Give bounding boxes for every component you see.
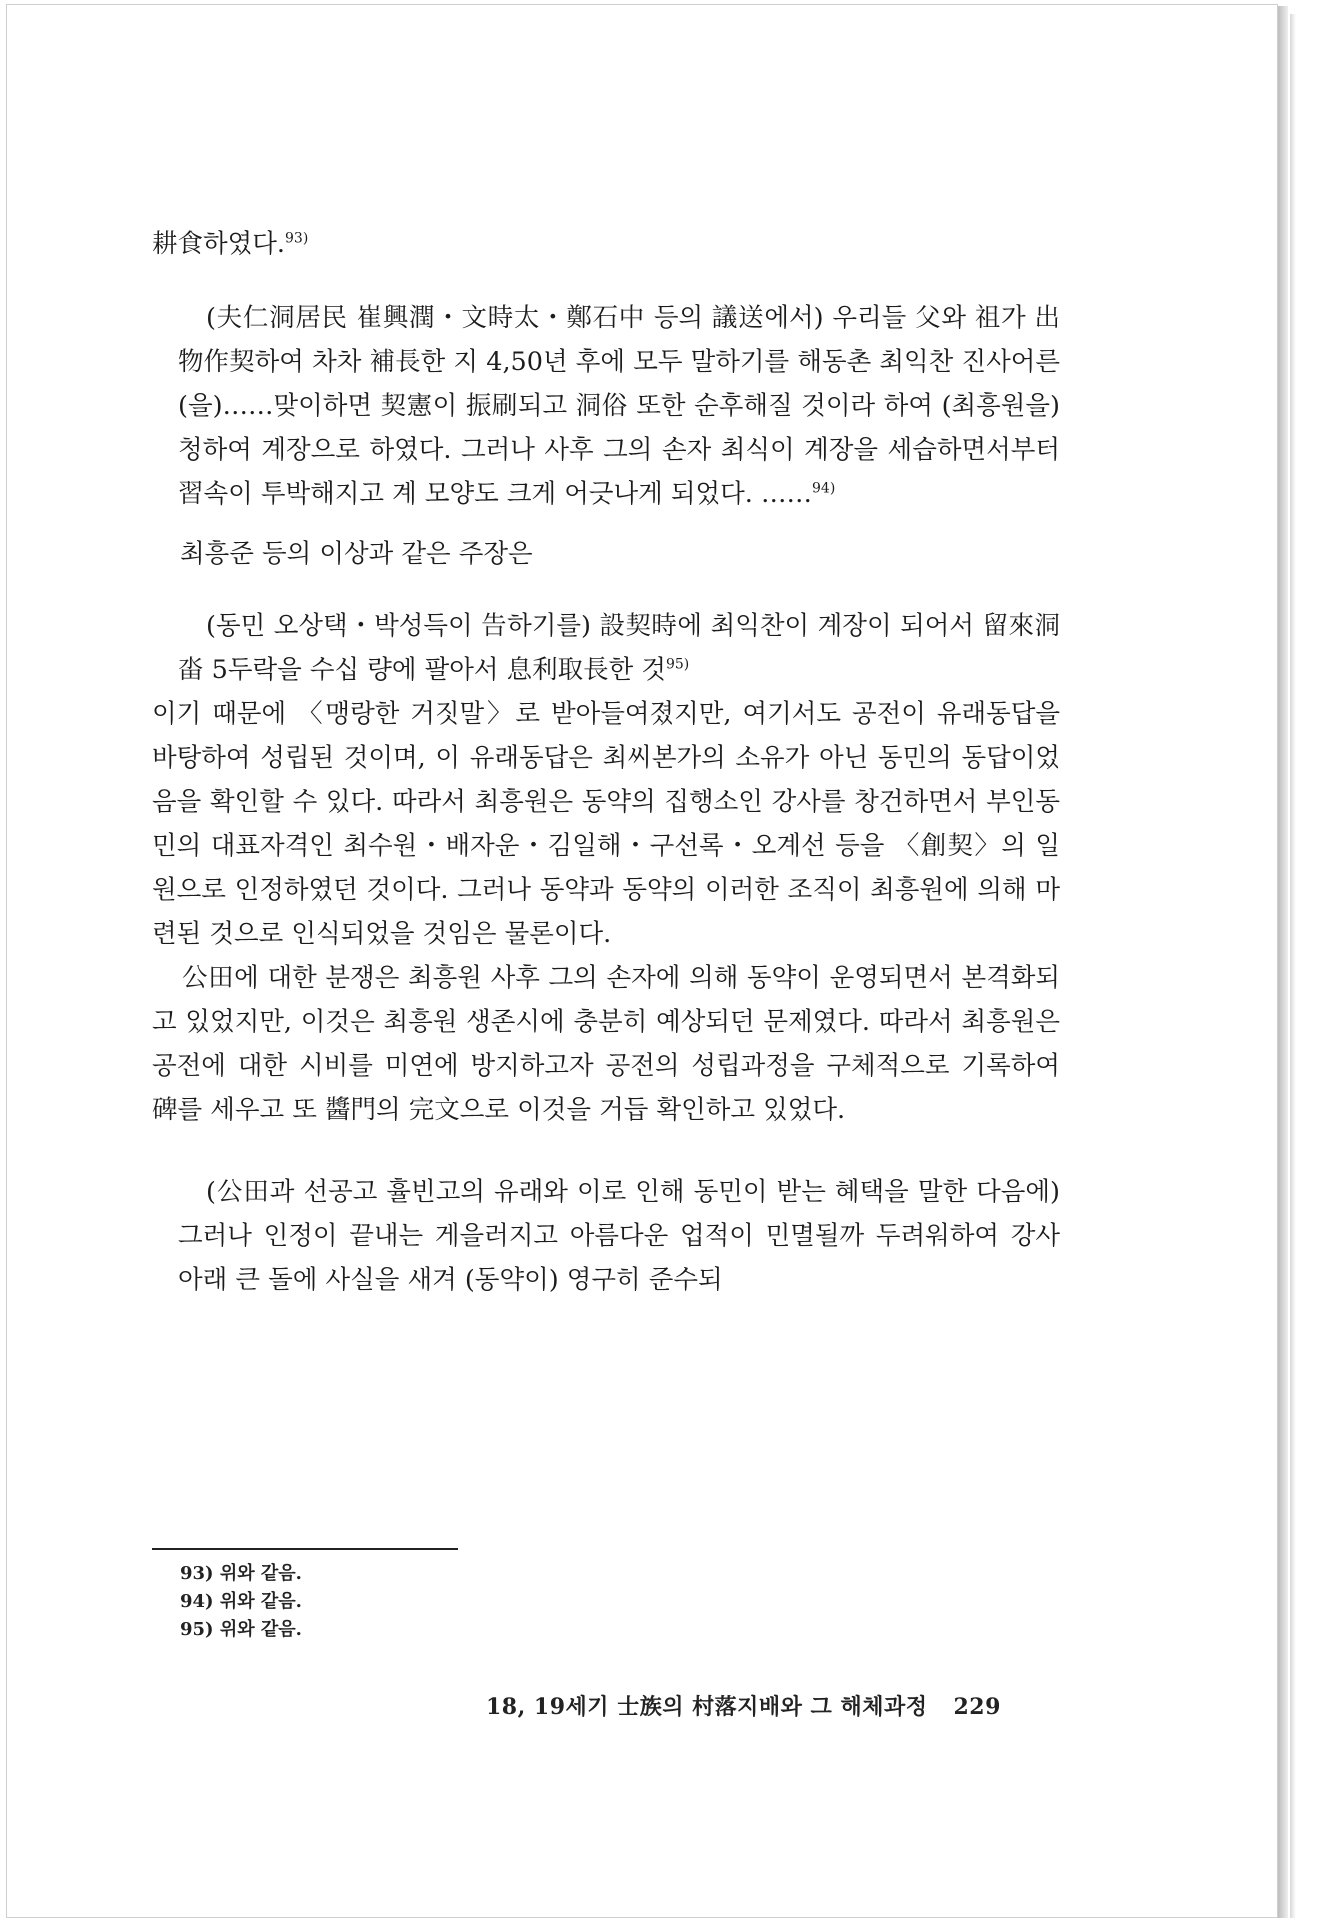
page-edge-shadow [1278,6,1288,1918]
body-paragraph-2: 公田에 대한 분쟁은 최흥원 사후 그의 손자에 의해 동약이 운영되면서 본격화되고 있었지만, 이것은 최흥원 생존시에 충분히 예상되던 문제였다. 따라서 최흥원은 공전에 대한 시비를 미연에 방지하고자 공전의 성립과정을 구체적으로 기록하여 碑를 세우고 또 醬門의 完文으로 이것을 거듭 확인하고 있었다. [152,963,1060,1125]
lead-in-paragraph: 최흥준 등의 이상과 같은 주장은 [180,539,533,569]
page-edge-shadow-outer [1290,14,1296,1918]
page-number: 229 [953,1694,1001,1720]
footnote-94: 94) 위와 같음. [180,1591,302,1612]
footnote-93: 93) 위와 같음. [180,1563,302,1584]
quote-95: (동민 오상택・박성득이 告하기를) 設契時에 최익찬이 계장이 되어서 留來洞畓 5두락을 수십 량에 팔아서 息利取長한 것$^{95)}$ [178,611,1060,685]
quote-continuing: (公田과 선공고 휼빈고의 유래와 이로 인해 동민이 받는 혜택을 말한 다음에) 그러나 인정이 끝내는 게을러지고 아름다운 업적이 민멸될까 두려워하여 강사 아래 큰 돌에 사실을 새겨 (동약이) 영구히 준수되 [178,1177,1060,1295]
continued-line: 耕食하였다.$^{93)}$ [152,229,309,259]
quote-94: (夫仁洞居民 崔興潤・文時太・鄭石中 등의 議送에서) 우리들 父와 祖가 出物作契하여 차차 補長한 지 4,50년 후에 모두 말하기를 해동촌 최익찬 진사어른(을)……맞이하면 契憲이 振刷되고 洞俗 또한 순후해질 것이라 하여 (최흥원을) 청하여 계장으로 하였다. 그러나 사후 그의 손자 최식이 계장을 세습하면서부터 習속이 투박해지고 계 모양도 크게 어긋나게 되었다. ……$^{94)}$ [178,303,1060,509]
footnote-divider [152,1548,458,1550]
running-footer [486,1690,1001,1721]
body-paragraph-1: 이기 때문에 〈맹랑한 거짓말〉로 받아들여졌지만, 여기서도 공전이 유래동답을 바탕하여 성립된 것이며, 이 유래동답은 최씨본가의 소유가 아닌 동민의 동답이었음을 확인할 수 있다. 따라서 최흥원은 동약의 집행소인 강사를 창건하면서 부인동민의 대표자격인 최수원・배자운・김일해・구선록・오계선 등을 〈創契〉의 일원으로 인정하였던 것이다. 그러나 동약과 동약의 이러한 조직이 최흥원에 의해 마련된 것으로 인식되었을 것임은 물론이다. [152,699,1060,949]
running-title: 18, 19세기 士族의 村落지배와 그 해체과정 [486,1694,928,1720]
footnote-95: 95) 위와 같음. [180,1619,302,1640]
